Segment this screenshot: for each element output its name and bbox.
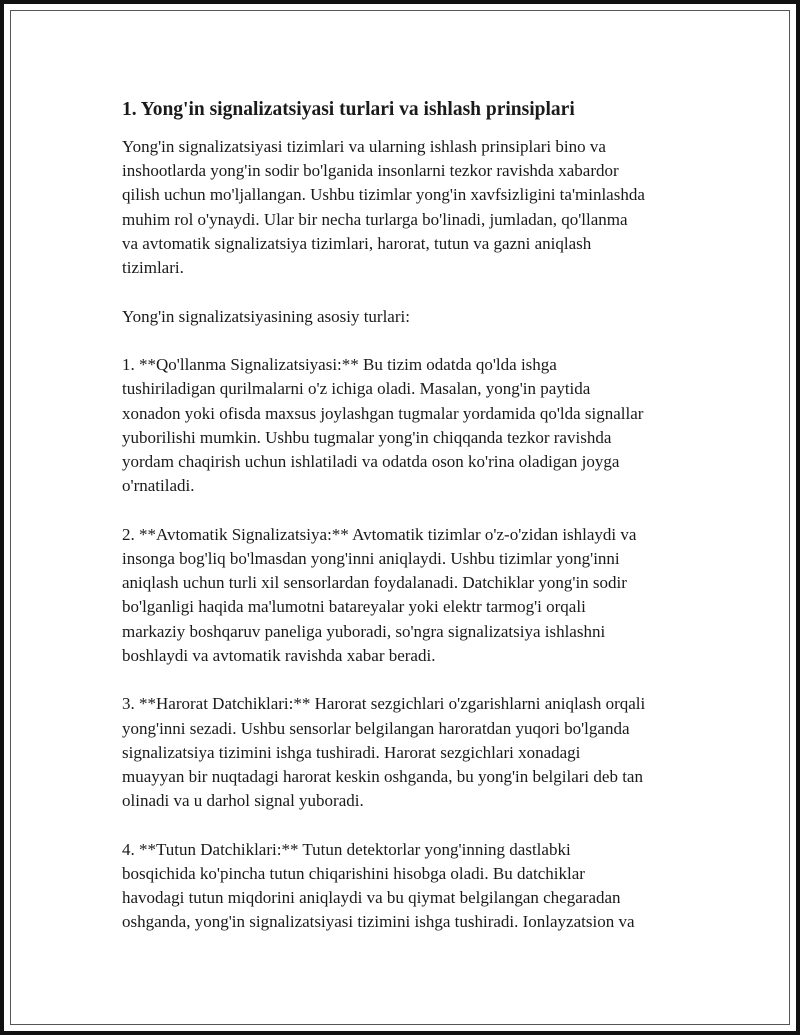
text-line: 2. **Avtomatik Signalizatsiya:** Avtomatik tizimlar o'z-o'zidan ishlaydi va — [122, 524, 637, 544]
paragraph-automatic-signaling — [122, 523, 702, 668]
text-line: o'rnatiladi. — [122, 476, 195, 496]
text-line: qilish uchun mo'ljallangan. Ushbu tizimlar yong'in xavfsizligini ta'minlashda — [122, 185, 645, 205]
text-line: 1. **Qo'llanma Signalizatsiyasi:** Bu tizim odatda qo'lda ishga — [122, 355, 557, 375]
text-line: markaziy boshqaruv paneliga yuboradi, so'ngra signalizatsiya ishlashni — [122, 621, 606, 641]
text-line: signalizatsiya tizimini ishga tushiradi. Harorat sezgichlari xonadagi — [122, 742, 581, 762]
text-line: inshootlarda yong'in sodir bo'lganida insonlarni tezkor ravishda xabardor — [122, 161, 619, 181]
text-line: 4. **Tutun Datchiklari:** Tutun detektorlar yong'inning dastlabki — [122, 839, 571, 859]
text-line: Yong'in signalizatsiyasining asosiy turlari: — [122, 306, 410, 326]
text-line: xonadon yoki ofisda maxsus joylashgan tugmalar yordamida qo'lda signallar — [122, 403, 644, 423]
paragraph-heat-detectors — [122, 692, 702, 813]
text-line: 3. **Harorat Datchiklari:** Harorat sezgichlari o'zgarishlarni aniqlash orqali — [122, 694, 646, 714]
paragraph-types-intro — [122, 305, 702, 329]
text-line: yordam chaqirish uchun ishlatiladi va odatda oson ko'rina oladigan joyga — [122, 452, 620, 472]
text-line: boshlaydi va avtomatik ravishda xabar beradi. — [122, 645, 436, 665]
document-body — [122, 97, 702, 959]
text-line: yong'inni sezadi. Ushbu sensorlar belgilangan haroratdan yuqori bo'lganda — [122, 718, 630, 738]
text-line: aniqlash uchun turli xil sensorlardan foydalanadi. Datchiklar yong'in sodir — [122, 573, 627, 593]
text-line: bo'lganligi haqida ma'lumotni batareyalar yoki elektr tarmog'i orqali — [122, 597, 586, 617]
text-line: yuborilishi mumkin. Ushbu tugmalar yong'in chiqqanda tezkor ravishda — [122, 427, 612, 447]
paragraph-intro — [122, 135, 702, 280]
text-line: va avtomatik signalizatsiya tizimlari, harorat, tutun va gazni aniqlash — [122, 233, 592, 253]
text-line: tushiriladigan qurilmalarni o'z ichiga oladi. Masalan, yong'in paytida — [122, 379, 591, 399]
text-line: bosqichida ko'pincha tutun chiqarishini hisobga oladi. Bu datchiklar — [122, 864, 585, 884]
text-line: insonga bog'liq bo'lmasdan yong'inni aniqlaydi. Ushbu tizimlar yong'inni — [122, 549, 620, 569]
paragraph-smoke-detectors — [122, 838, 702, 935]
text-line: havodagi tutun miqdorini aniqlaydi va bu qiymat belgilangan chegaradan — [122, 888, 621, 908]
text-line: muayyan bir nuqtadagi harorat keskin oshganda, bu yong'in belgilari deb tan — [122, 767, 643, 787]
text-line: olinadi va u darhol signal yuboradi. — [122, 791, 364, 811]
text-line: tizimlari. — [122, 258, 184, 278]
text-line: muhim rol o'ynaydi. Ular bir necha turlarga bo'linadi, jumladan, qo'llanma — [122, 209, 628, 229]
section-heading: 1. Yong'in signalizatsiyasi turlari va ishlash prinsiplari — [122, 99, 575, 120]
text-line: oshganda, yong'in signalizatsiyasi tizimini ishga tushiradi. Ionlayzatsion va — [122, 912, 635, 932]
paragraph-manual-signaling — [122, 353, 702, 498]
text-line: Yong'in signalizatsiyasi tizimlari va ularning ishlash prinsiplari bino va — [122, 137, 606, 156]
